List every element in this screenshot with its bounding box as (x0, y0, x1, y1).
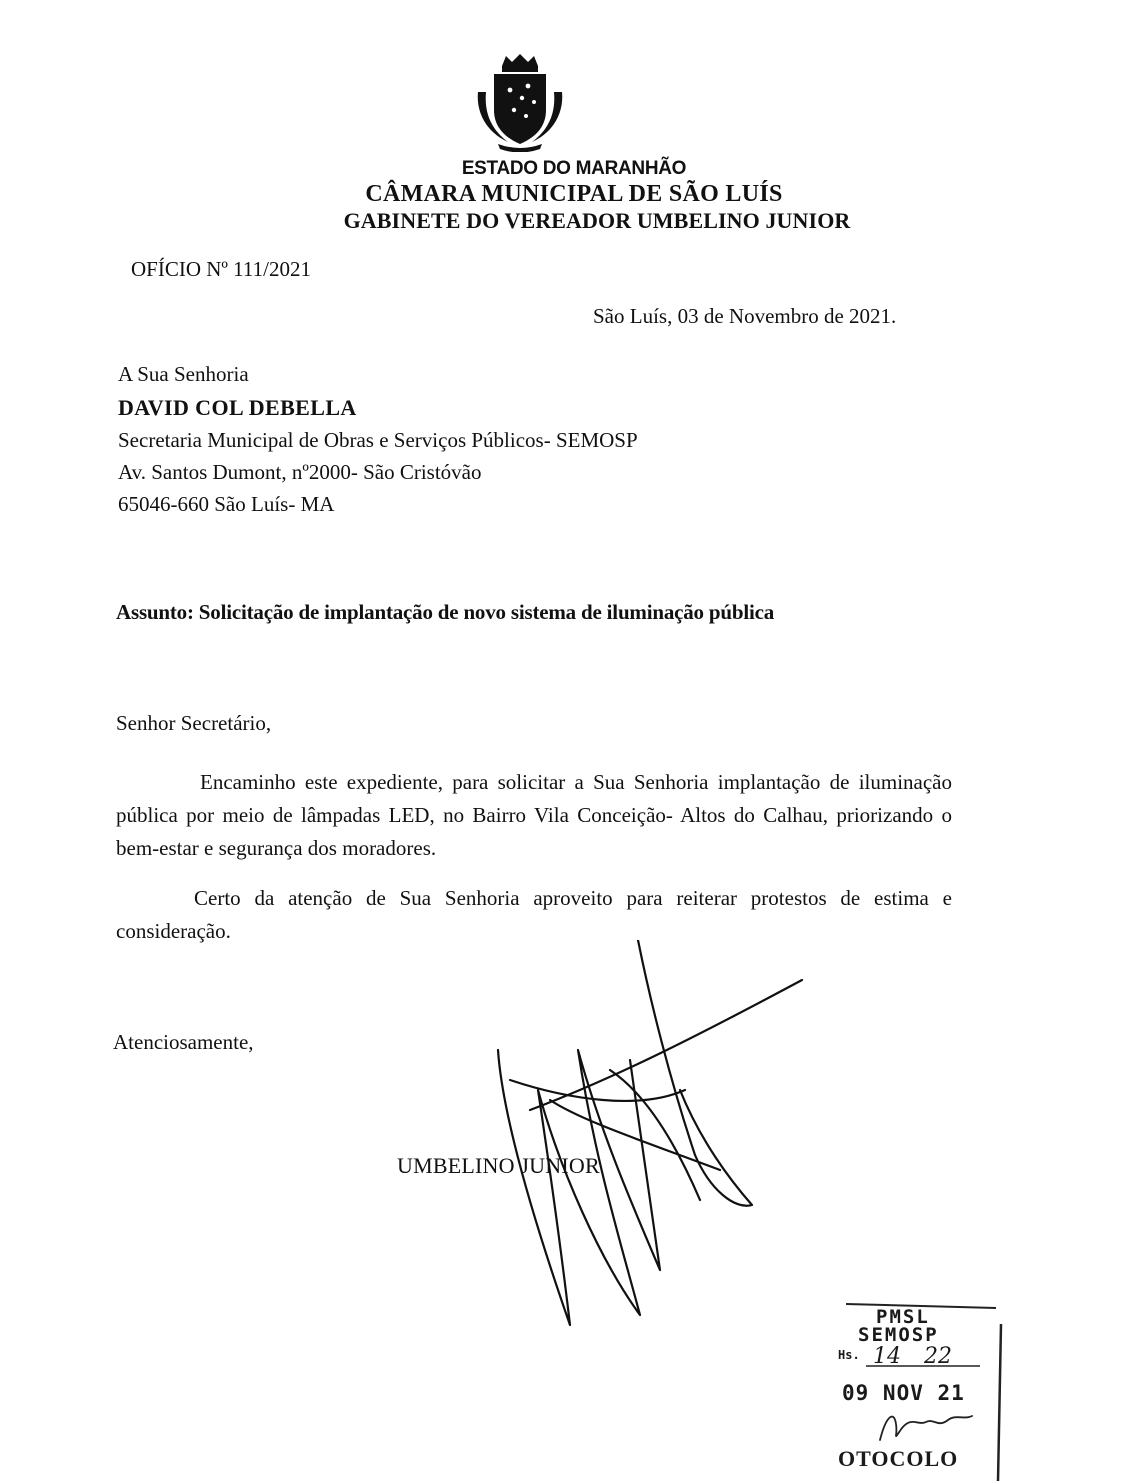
stamp-minutes: 22 (924, 1344, 952, 1369)
protocol-stamp (838, 1296, 1008, 1481)
stamp-hours-label: Hs. (838, 1348, 860, 1362)
stamp-line-2: SEMOSP (858, 1324, 939, 1346)
stamp-hours: 14 (873, 1344, 901, 1369)
body-paragraph-1: Encaminho este expediente, para solicitar a Sua Senhoria implantação de iluminação pública por meio de lâmpadas LED, no Bairro Vila Conceição- Altos do Calhau, priorizando o bem-estar e segurança dos moradores. (116, 770, 952, 860)
place-date: São Luís, 03 de Novembro de 2021. (593, 304, 897, 328)
stamp-footer: OTOCOLO (838, 1446, 959, 1471)
header-chamber: CÂMARA MUNICIPAL DE SÃO LUÍS (365, 181, 783, 207)
body-paragraph-2: Certo da atenção de Sua Senhoria aproveito para reiterar protestos de estima e consideração. (116, 886, 952, 943)
stamp-date: 09 NOV 21 (842, 1381, 965, 1405)
recipient-organization: Secretaria Municipal de Obras e Serviços Públicos- SEMOSP (118, 428, 638, 452)
municipal-coat-of-arms-icon (470, 52, 570, 152)
recipient-salutation: A Sua Senhoria (118, 362, 249, 386)
stamp-initials-signature (872, 1406, 982, 1446)
document-number: OFÍCIO Nº 111/2021 (131, 257, 311, 281)
recipient-street: Av. Santos Dumont, nº2000- São Cristóvão (118, 460, 482, 484)
header-office: GABINETE DO VEREADOR UMBELINO JUNIOR (343, 208, 851, 233)
signer-name: UMBELINO JUNIOR (397, 1153, 600, 1178)
header-state: ESTADO DO MARANHÃO (461, 158, 687, 179)
recipient-name: DAVID COL DEBELLA (118, 395, 357, 420)
greeting: Senhor Secretário, (116, 711, 272, 735)
handwritten-signature (490, 940, 810, 1340)
subject-line: Assunto: Solicitação de implantação de novo sistema de iluminação pública (116, 600, 775, 624)
stamp-line-1: PMSL (876, 1306, 930, 1328)
closing: Atenciosamente, (113, 1030, 254, 1054)
recipient-city: 65046-660 São Luís- MA (118, 492, 335, 516)
